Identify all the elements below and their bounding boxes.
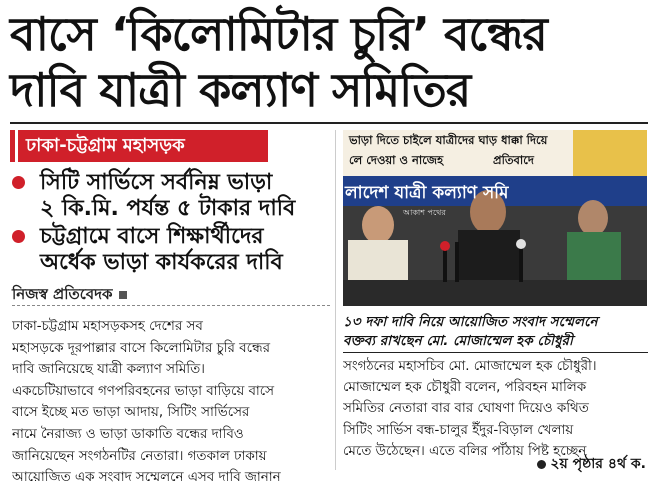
highlight-line: চট্টগ্রামে বাসে শিক্ষার্থীদের	[40, 224, 264, 249]
divider	[12, 305, 330, 306]
bullet-icon	[537, 460, 546, 469]
byline-text: নিজস্ব প্রতিবেদক	[12, 285, 113, 303]
caption-line: ১৩ দফা দাবি নিয়ে আয়োজিত সংবাদ সম্মেলনে	[343, 314, 598, 330]
highlight-line: অর্ধেক ভাড়া কার্যকরের দাবি	[40, 250, 283, 275]
press-conference-photo	[343, 130, 647, 306]
continuation-text: ২য় পৃষ্ঠার ৪র্থ ক.	[550, 456, 646, 472]
article-body-left	[12, 316, 330, 489]
headline-rule	[10, 122, 648, 124]
body-line: সংগঠনের মহাসচিব মো. মোজাম্মেল হক চৌধুরী।	[343, 359, 597, 374]
highlight-line: সিটি সার্ভিসে সর্বনিম্ন ভাড়া	[40, 170, 273, 195]
body-line: মহাসড়কে দূরপাল্লার বাসে কিলোমিটার চুরি বন্ধের	[12, 340, 270, 356]
banner-text: লে দেওয়া ও নাজেহ	[349, 153, 444, 167]
body-line: নামে নৈরাজ্য ও ভাড়া ডাকাতি বন্ধের দাবিও	[12, 426, 244, 442]
caption-line: বক্তব্য রাখছেন মো. মোজাম্মেল হক চৌধুরী	[343, 333, 573, 349]
banner-text: ভাড়া দিতে চাইলে যাত্রীদের ঘাড় ধাক্কা দিয়ে	[349, 133, 548, 147]
banner-text: লাদেশ যাত্রী কল্যাণ সমি	[345, 183, 509, 203]
article-body-right	[343, 356, 648, 462]
highlight-item	[12, 170, 295, 222]
banner-text: প্রতিবাদে	[493, 153, 534, 167]
photo-caption	[343, 313, 648, 351]
section-bar	[10, 130, 328, 162]
section-bar-accent	[10, 130, 15, 162]
body-line: বাসে ইচ্ছে মত ভাড়া আদায়, সিটিং সার্ভিসের	[12, 405, 250, 421]
bullet-dot-icon	[12, 230, 25, 243]
continuation-note	[537, 452, 646, 476]
body-line: একচেটিয়াভাবে গণপরিবহনের ভাড়া বাড়িয়ে বাসে	[12, 383, 275, 399]
banner-text: আকাশ পথের	[403, 208, 446, 217]
body-line: দাবি জানিয়েছে যাত্রী কল্যাণ সমিতি।	[12, 362, 205, 378]
headline	[10, 6, 650, 118]
caption-rule	[343, 352, 648, 353]
highlight-line: ২ কি.মি. পর্যন্ত ৫ টাকার দাবি	[40, 196, 296, 221]
body-line: সমিতির নেতারা বার বার ঘোষণা দিয়েও কথিত	[343, 401, 589, 417]
headline-line-1: বাসে ‘কিলোমিটার চুরি’ বন্ধের	[10, 7, 547, 61]
section-label: ঢাকা-চট্টগ্রাম মহাসড়ক	[18, 130, 268, 162]
highlight-item	[12, 224, 283, 276]
headline-line-2: দাবি যাত্রী কল্যাণ সমিতির	[10, 63, 471, 117]
body-line: মোজাম্মেল হক চৌধুরী বলেন, পরিবহন মালিক	[343, 380, 587, 396]
body-line: ঢাকা-চট্টগ্রাম মহাসড়কসহ দেশের সব	[12, 319, 203, 334]
body-line: আয়োজিত এক সংবাদ সম্মেলনে এসব দাবি জানান	[12, 470, 281, 486]
column-divider	[335, 130, 336, 470]
body-line: মেতে উঠেছেন। এতে বলির পাঁঠায় পিষ্ট হচ্ছেন	[343, 443, 587, 459]
body-line: জানিয়েছেন সংগঠনটির নেতারা। গতকাল ঢাকায়	[12, 448, 267, 464]
bullet-dot-icon	[12, 176, 25, 189]
square-icon	[119, 291, 127, 299]
body-line: সিটিং সার্ভিস বন্ধ-চালুর ইঁদুর-বিড়াল খেলায়	[343, 422, 574, 438]
